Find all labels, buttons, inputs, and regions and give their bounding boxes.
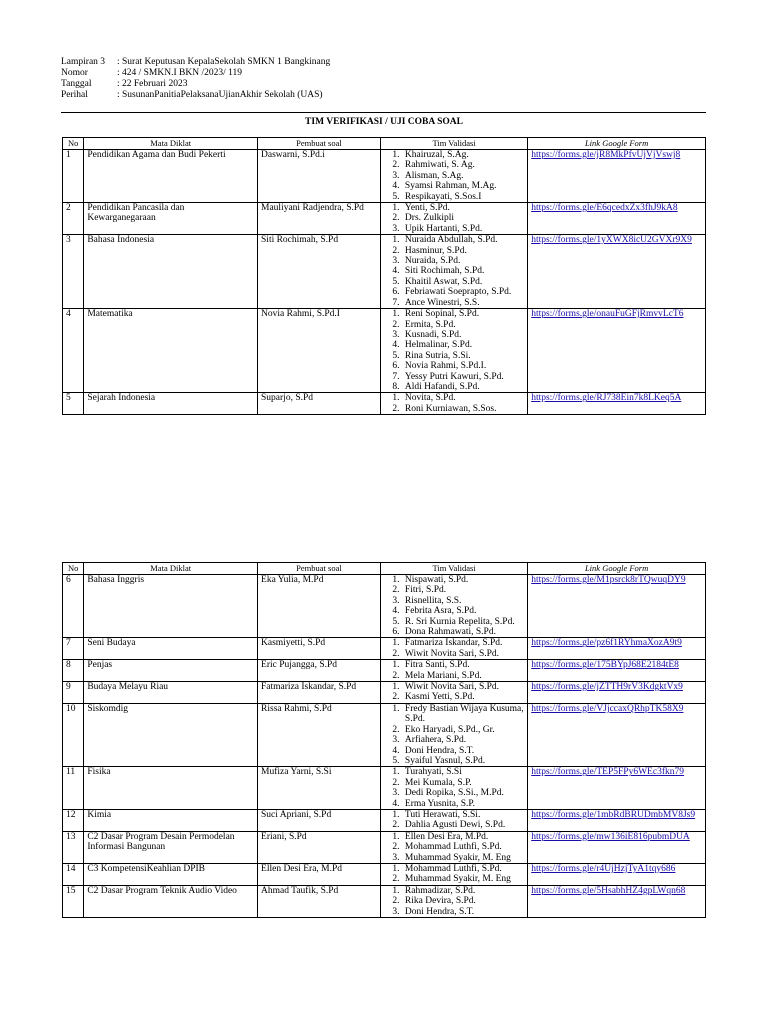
validator-item: 3. Upik Hartanti, S.Pd. — [402, 224, 524, 234]
header-value: : 22 Februari 2023 — [117, 79, 188, 89]
validator-list — [384, 864, 524, 885]
row-mata-diklat: Fisika — [84, 767, 258, 810]
row-number: 13 — [63, 831, 84, 863]
table-header-row — [63, 563, 706, 575]
row-pembuat-soal: Kasmiyetti, S.Pd — [258, 638, 381, 660]
row-mata-diklat: Siskomdig — [84, 703, 258, 766]
validator-item: 1. Reni Sopinal, S.Pd. — [402, 309, 524, 319]
row-pembuat-soal: Rissa Rahmi, S.Pd — [258, 703, 381, 766]
row-link-cell — [528, 150, 706, 203]
col-link-header: Link Google Form — [528, 138, 706, 150]
col-pembuat-soal-header: Pembuat soal — [258, 138, 381, 150]
validator-list — [384, 235, 524, 308]
row-link-cell — [528, 393, 706, 415]
verification-table-2 — [62, 562, 706, 918]
validator-item: 5. Khaitil Aswat, S.Pd. — [402, 277, 524, 287]
validator-item: 1. Yenti, S.Pd. — [402, 203, 524, 213]
row-link-cell — [528, 682, 706, 704]
col-pembuat-soal-header: Pembuat soal — [258, 563, 381, 575]
validator-item: 2. Rika Devira, S.Pd. — [402, 896, 524, 906]
google-form-link[interactable]: https://forms.gle/1mbRdBRUDmbMV8Js9 — [531, 809, 696, 820]
validator-item: 2. Mela Mariani, S.Pd. — [402, 671, 524, 681]
row-tim-validasi — [380, 575, 527, 638]
header-label: Perihal — [61, 90, 88, 100]
row-link-cell — [528, 638, 706, 660]
google-form-link[interactable]: https://forms.gle/mw136iE816pubmDUA — [531, 831, 690, 842]
table-row — [63, 885, 706, 917]
header-label: Lampiran 3 — [61, 57, 106, 67]
row-mata-diklat: Bahasa Indonesia — [84, 235, 258, 309]
row-link-cell — [528, 575, 706, 638]
table-row — [63, 831, 706, 863]
table-row — [63, 809, 706, 831]
row-mata-diklat: Budaya Melayu Riau — [84, 682, 258, 704]
validator-item: 1. Fredy Bastian Wijaya Kusuma, S.Pd. — [402, 704, 524, 725]
col-no-header: No — [63, 138, 84, 150]
validator-item: 7. Ance Winestri, S.S. — [402, 298, 524, 308]
validator-list — [384, 150, 524, 202]
document-title: TIM VERIFIKASI / UJI COBA SOAL — [305, 117, 463, 127]
table-row — [63, 150, 706, 203]
header-value: : SusunanPanitiaPelaksanaUjianAkhir Sekolah (UAS) — [117, 90, 323, 100]
col-mata-diklat-header: Mata Diklat — [84, 563, 258, 575]
row-number: 7 — [63, 638, 84, 660]
validator-item: 6. Febriawati Soeprapto, S.Pd. — [402, 287, 524, 297]
validator-item: 2. Hasminur, S.Pd. — [402, 246, 524, 256]
validator-item: 4. Helmalinar, S.Pd. — [402, 340, 524, 350]
row-mata-diklat: Seni Budaya — [84, 638, 258, 660]
row-number: 9 — [63, 682, 84, 704]
google-form-link[interactable]: https://forms.gle/175BYpJ68E2184tE8 — [531, 660, 679, 671]
row-number: 14 — [63, 863, 84, 885]
validator-list — [384, 767, 524, 809]
validator-item: 3. Doni Hendra, S.T. — [402, 907, 524, 917]
validator-item: 2. Ermita, S.Pd. — [402, 320, 524, 330]
google-form-link[interactable]: https://forms.gle/RJ738Ein7k8LKeq5A — [531, 393, 682, 404]
validator-item: 3. Alisman, S.Ag. — [402, 171, 524, 181]
validator-list — [384, 393, 524, 414]
row-number: 10 — [63, 703, 84, 766]
validator-item: 6. Novia Rahmi, S.Pd.I. — [402, 361, 524, 371]
validator-list — [384, 309, 524, 392]
validator-item: 3. Dedi Ropika, S.Si., M.Pd. — [402, 788, 524, 798]
table-row — [63, 575, 706, 638]
validator-item: 2. Wiwit Novita Sari, S.Pd. — [402, 649, 524, 659]
validator-item: 3. Nuraida, S.Pd. — [402, 256, 524, 266]
row-number: 4 — [63, 309, 84, 393]
row-mata-diklat: Pendidikan Pancasila dan Kewarganegaraan — [84, 203, 258, 235]
row-number: 15 — [63, 885, 84, 917]
row-number: 11 — [63, 767, 84, 810]
validator-item: 2. Mei Kumala, S.P. — [402, 778, 524, 788]
google-form-link[interactable]: https://forms.gle/onauFuGFjRmvvLcT6 — [531, 309, 684, 320]
row-pembuat-soal: Eriani, S.Pd — [258, 831, 381, 863]
row-number: 5 — [63, 393, 84, 415]
table-header-row — [63, 138, 706, 150]
table-row — [63, 767, 706, 810]
row-tim-validasi — [380, 682, 527, 704]
validator-list — [384, 638, 524, 659]
row-tim-validasi — [380, 863, 527, 885]
row-tim-validasi — [380, 831, 527, 863]
row-link-cell — [528, 885, 706, 917]
validator-item: 4. Doni Hendra, S.T. — [402, 746, 524, 756]
validator-item: 8. Aldi Hafandi, S.Pd. — [402, 382, 524, 392]
validator-item: 4. Siti Rochimah, S.Pd. — [402, 266, 524, 276]
row-number: 8 — [63, 660, 84, 682]
table-row — [63, 203, 706, 235]
header-row — [61, 79, 330, 90]
validator-item: 1. Ellen Desi Era, M.Pd. — [402, 832, 524, 842]
validator-item: 2. Dahlia Agusti Dewi, S.Pd. — [402, 820, 524, 830]
header-divider — [61, 112, 706, 113]
validator-item: 3. Arfiahera, S.Pd. — [402, 735, 524, 745]
row-tim-validasi — [380, 660, 527, 682]
row-link-cell — [528, 809, 706, 831]
validator-list — [384, 810, 524, 831]
validator-list — [384, 682, 524, 703]
validator-item: 1. Mohammad Luthfi, S.Pd. — [402, 864, 524, 874]
header-label: Nomor — [61, 68, 88, 78]
header-row — [61, 57, 330, 68]
table-row — [63, 638, 706, 660]
validator-item: 2. Eko Haryadi, S.Pd., Gr. — [402, 725, 524, 735]
row-link-cell — [528, 660, 706, 682]
table-row — [63, 682, 706, 704]
row-pembuat-soal: Daswarni, S.Pd.i — [258, 150, 381, 203]
row-link-cell — [528, 863, 706, 885]
validator-item: 3. Muhammad Syakir, M. Eng — [402, 853, 524, 863]
row-pembuat-soal: Mauliyani Radjendra, S.Pd — [258, 203, 381, 235]
header-value: : Surat Keputusan KepalaSekolah SMKN 1 Bangkinang — [117, 57, 331, 67]
row-link-cell — [528, 703, 706, 766]
google-form-link[interactable]: https://forms.gle/pz6f1RYhmaXozA9t9 — [531, 638, 682, 649]
row-pembuat-soal: Eka Yulia, M.Pd — [258, 575, 381, 638]
row-number: 6 — [63, 575, 84, 638]
validator-item: 1. Tuti Herawati, S.Si. — [402, 810, 524, 820]
row-link-cell — [528, 767, 706, 810]
header-row — [61, 90, 330, 101]
row-tim-validasi — [380, 885, 527, 917]
table-row — [63, 660, 706, 682]
row-mata-diklat: C3 KompetensiKeahlian DPIB — [84, 863, 258, 885]
document-header — [61, 57, 330, 101]
validator-item: 7. Yessy Putri Kawuri, S.Pd. — [402, 372, 524, 382]
table-row — [63, 309, 706, 393]
row-number: 12 — [63, 809, 84, 831]
google-form-link[interactable]: https://forms.gle/r4UjHzjTyA1tqy686 — [531, 863, 676, 874]
validator-item: 2. Kasmi Yetti, S.Pd. — [402, 692, 524, 702]
validator-item: 3. Risnellita, S.S. — [402, 596, 524, 606]
google-form-link[interactable]: https://forms.gle/VJjccaxQRhpTK58X9 — [531, 703, 684, 714]
validator-list — [384, 886, 524, 917]
row-tim-validasi — [380, 235, 527, 309]
google-form-link[interactable]: https://forms.gle/E6qcedxZx3fhJ9kA8 — [531, 203, 678, 214]
header-value: : 424 / SMKN.I BKN /2023/ 119 — [117, 68, 243, 78]
validator-item: 1. Wiwit Novita Sari, S.Pd. — [402, 682, 524, 692]
validator-item: 2. Roni Kurniawan, S.Sos. — [402, 404, 524, 414]
validator-list — [384, 203, 524, 234]
verification-table-1 — [62, 137, 706, 415]
google-form-link[interactable]: https://forms.gle/1yXWX8icU2GVXr9X9 — [531, 235, 692, 246]
validator-item: 1. Novita, S.Pd. — [402, 393, 524, 403]
row-link-cell — [528, 203, 706, 235]
validator-item: 2. Drs. Zulkipli — [402, 213, 524, 223]
validator-item: 2. Fitri, S.Pd. — [402, 585, 524, 595]
validator-item: 4. Syamsi Rahman, M.Ag. — [402, 181, 524, 191]
validator-list — [384, 575, 524, 637]
row-tim-validasi — [380, 703, 527, 766]
validator-item: 4. Erma Yusnita, S.P. — [402, 799, 524, 809]
row-pembuat-soal: Siti Rochimah, S.Pd — [258, 235, 381, 309]
table-row — [63, 863, 706, 885]
row-tim-validasi — [380, 203, 527, 235]
col-no-header: No — [63, 563, 84, 575]
row-mata-diklat: Matematika — [84, 309, 258, 393]
table-row — [63, 393, 706, 415]
col-tim-validasi-header: Tim Validasi — [380, 563, 527, 575]
google-form-link[interactable]: https://forms.gle/jZTTH9rV3KdgktVx9 — [531, 682, 683, 693]
validator-item: 5. Respikayati, S.Sos.I — [402, 192, 524, 202]
validator-item: 2. Mohammad Luthfi, S.Pd. — [402, 842, 524, 852]
row-pembuat-soal: Suci Apriani, S.Pd — [258, 809, 381, 831]
row-pembuat-soal: Mufiza Yarni, S.Si — [258, 767, 381, 810]
row-tim-validasi — [380, 767, 527, 810]
col-link-header: Link Google Form — [528, 563, 706, 575]
validator-item: 5. Syaiful Yasnul, S.Pd. — [402, 756, 524, 766]
validator-item: 1. Turahyati, S.Si — [402, 767, 524, 777]
validator-item: 4. Febrita Asra, S.Pd. — [402, 606, 524, 616]
table-row — [63, 235, 706, 309]
row-pembuat-soal: Ahmad Taufik, S.Pd — [258, 885, 381, 917]
row-mata-diklat: C2 Dasar Program Desain Permodelan Informasi Bangunan — [84, 831, 258, 863]
google-form-link[interactable]: https://forms.gle/TEP5FPy6WEc3fkn79 — [531, 767, 684, 778]
validator-list — [384, 660, 524, 681]
validator-item: 5. R. Sri Kurnia Repelita, S.Pd. — [402, 617, 524, 627]
header-label: Tanggal — [61, 79, 92, 89]
validator-item: 1. Rahmadizar, S.Pd. — [402, 886, 524, 896]
row-pembuat-soal: Eric Pujangga, S.Pd — [258, 660, 381, 682]
validator-item: 2. Muhammad Syakir, M. Eng — [402, 874, 524, 884]
validator-list — [384, 704, 524, 766]
header-row — [61, 68, 330, 79]
validator-item: 1. Fatmariza Iskandar, S.Pd. — [402, 638, 524, 648]
validator-item: 1. Nuraida Abdullah, S.Pd. — [402, 235, 524, 245]
validator-item: 1. Nispawati, S.Pd. — [402, 575, 524, 585]
row-tim-validasi — [380, 809, 527, 831]
validator-item: 2. Rahmiwati, S. Ag. — [402, 160, 524, 170]
row-link-cell — [528, 831, 706, 863]
row-mata-diklat: C2 Dasar Program Teknik Audio Video — [84, 885, 258, 917]
row-tim-validasi — [380, 638, 527, 660]
row-mata-diklat: Kimia — [84, 809, 258, 831]
validator-item: 5. Rina Sutria, S.Si. — [402, 351, 524, 361]
google-form-link[interactable]: https://forms.gle/5HsabhHZ4gpLWqn68 — [531, 885, 686, 896]
row-link-cell — [528, 309, 706, 393]
col-tim-validasi-header: Tim Validasi — [380, 138, 527, 150]
validator-item: 6. Dona Rahmawati, S.Pd. — [402, 627, 524, 637]
col-mata-diklat-header: Mata Diklat — [84, 138, 258, 150]
row-mata-diklat: Penjas — [84, 660, 258, 682]
row-tim-validasi — [380, 393, 527, 415]
validator-item: 1. Khairuzal, S.Ag. — [402, 150, 524, 160]
row-number: 3 — [63, 235, 84, 309]
google-form-link[interactable]: https://forms.gle/jR8MkPfvUjVjVswj8 — [531, 150, 681, 160]
row-pembuat-soal: Novia Rahmi, S.Pd.I — [258, 309, 381, 393]
row-number: 1 — [63, 150, 84, 203]
google-form-link[interactable]: https://forms.gle/M1psrck8rTQwuqDY9 — [531, 575, 686, 585]
row-link-cell — [528, 235, 706, 309]
row-tim-validasi — [380, 309, 527, 393]
row-pembuat-soal: Fatmariza Iskandar, S.Pd — [258, 682, 381, 704]
row-number: 2 — [63, 203, 84, 235]
validator-list — [384, 832, 524, 863]
table-row — [63, 703, 706, 766]
row-pembuat-soal: Suparjo, S.Pd — [258, 393, 381, 415]
row-pembuat-soal: Ellen Desi Era, M.Pd — [258, 863, 381, 885]
row-mata-diklat: Bahasa Inggris — [84, 575, 258, 638]
row-mata-diklat: Pendidikan Agama dan Budi Pekerti — [84, 150, 258, 203]
validator-item: 1. Fitra Santi, S.Pd. — [402, 660, 524, 670]
row-mata-diklat: Sejarah Indonesia — [84, 393, 258, 415]
row-tim-validasi — [380, 150, 527, 203]
validator-item: 3. Kusnadi, S.Pd. — [402, 330, 524, 340]
